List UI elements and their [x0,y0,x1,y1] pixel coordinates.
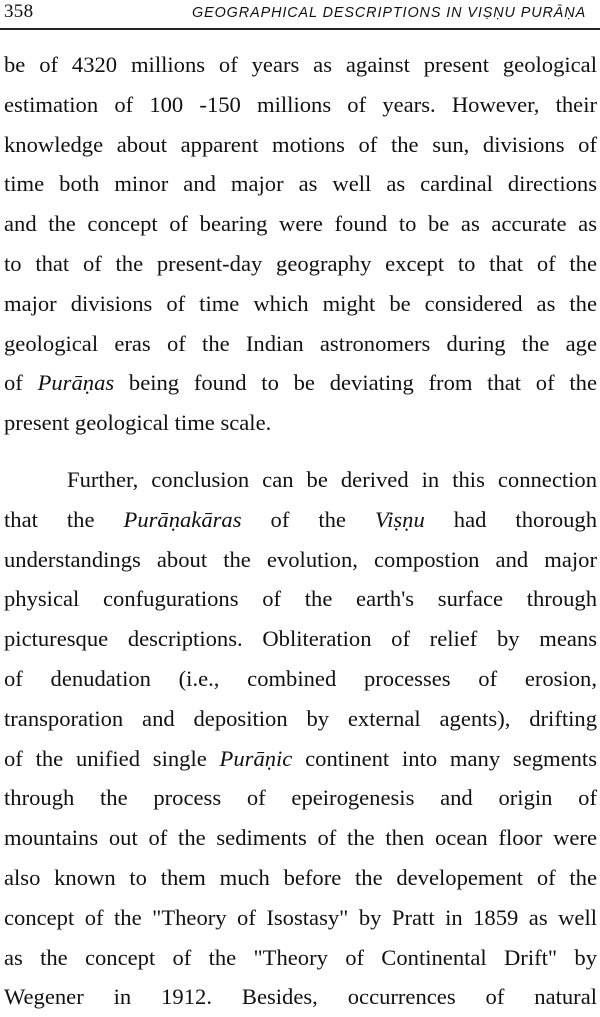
text-line: major divisions of time which might be considered as the [4,290,597,316]
text-line: and the concept of bearing were found to be as accurate as [4,211,597,237]
text-line: of Purāṇas being found to be deviating from that of the [4,370,597,396]
text-line: transporation and deposition by external agents), drifting [4,705,597,731]
text-line: picturesque descriptions. Obliteration of relief by means [4,626,597,652]
text-line: to that of the present-day geography except to that of the [4,250,597,276]
text-line: Wegener in 1912. Besides, occurrences of natural [4,984,597,1010]
text-line: knowledge about apparent motions of the sun, divisions of [4,131,597,157]
italic-term: Purāṇakāras [123,506,242,532]
running-head: GEOGRAPHICAL DESCRIPTIONS IN VIṢṆU PURĀṆA [192,5,587,21]
text-line: of the unified single Purāṇic continent into many segments [4,745,597,771]
text-line: also known to them much before the developement of the [4,864,597,890]
page-header [0,0,600,30]
text-line: be of 4320 millions of years as against present geological [4,52,597,77]
page-number: 358 [4,1,34,22]
text-line: that the Purāṇakāras of the Viṣṇu had thorough [4,506,598,532]
italic-term: Purāṇic [219,745,293,771]
header-rule [0,28,600,30]
text-line: of denudation (i.e., combined processes of erosion, [4,665,597,691]
text-line: mountains out of the sediments of the then ocean floor were [4,825,597,851]
paragraph [4,460,597,1017]
text-line: physical confugurations of the earth's surface through [4,586,597,612]
text-line: geological eras of the Indian astronomers during the age [4,330,597,356]
text-line: estimation of 100 -150 millions of years. However, their [4,91,597,117]
paragraph-gap [4,443,597,460]
text-line: present geological time scale. [4,410,272,436]
text-line: as the concept of the "Theory of Continental Drift" by [4,944,597,970]
text-line: concept of the "Theory of Isostasy" by Pratt in 1859 as well [4,904,597,930]
body-text [4,45,597,1017]
text-line: understandings about the evolution, compostion and major [4,546,597,572]
text-line: time both minor and major as well as cardinal directions [4,171,597,197]
italic-term: Purāṇas [37,370,115,396]
italic-term: Viṣṇu [374,506,425,532]
text-line: through the process of epeirogenesis and origin of [4,785,597,811]
paragraph [4,45,597,443]
text-line: Further, conclusion can be derived in this connection [67,466,597,492]
